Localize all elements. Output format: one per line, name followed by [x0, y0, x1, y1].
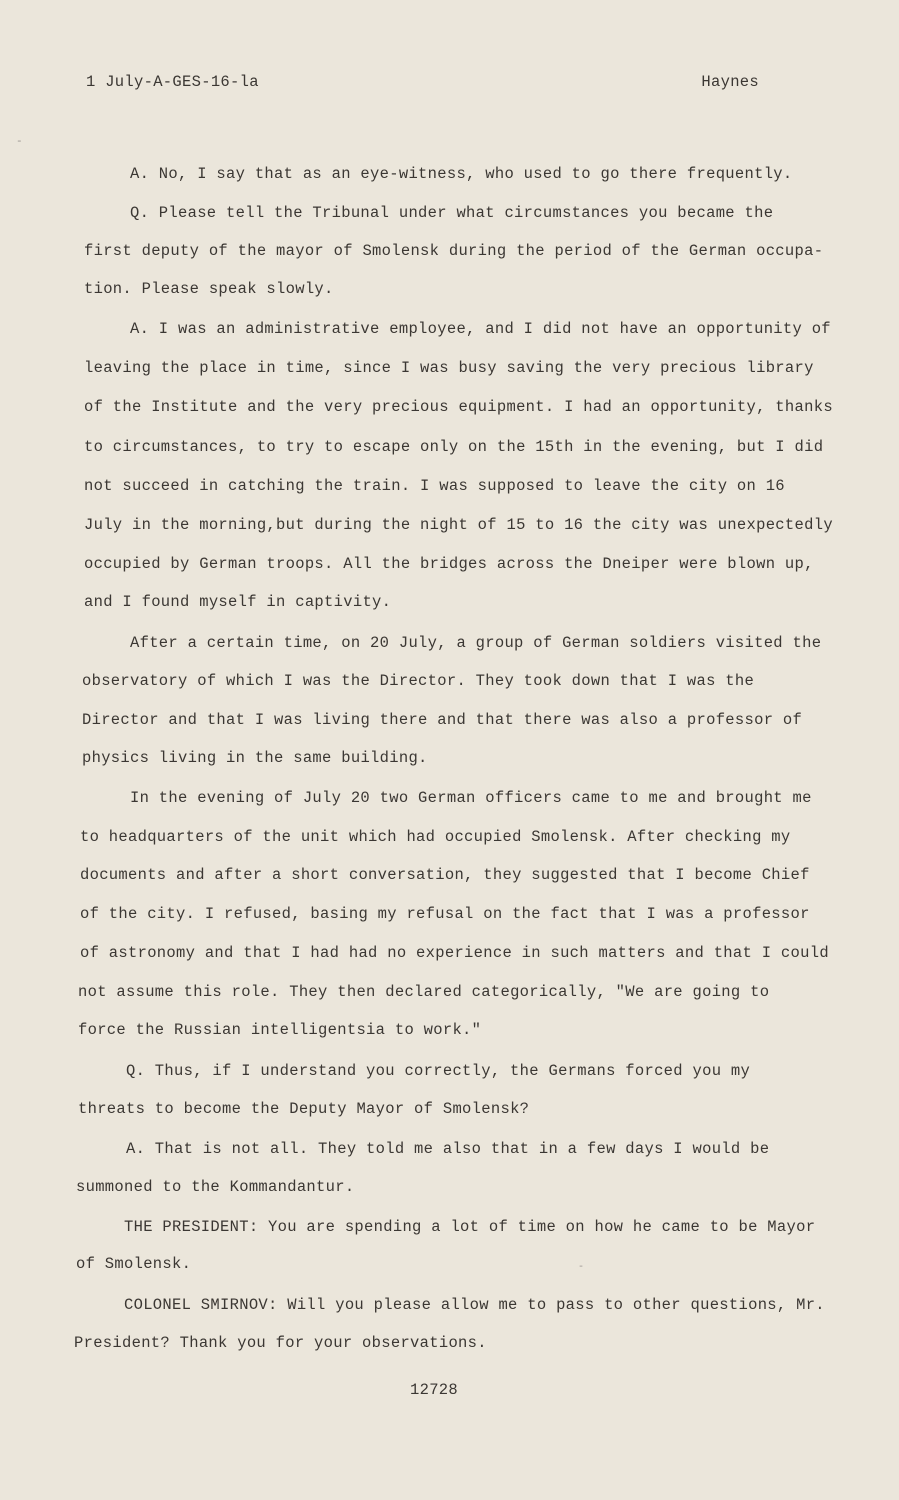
text-line: Q. Thus, if I understand you correctly, the Germans forced you my	[126, 1062, 751, 1080]
text-line: Director and that I was living there and that there was also a professor of	[82, 711, 803, 729]
text-line: not succeed in catching the train. I was supposed to leave the city on 16	[84, 477, 785, 495]
text-line: COLONEL SMIRNOV: Will you please allow me to pass to other questions, Mr.	[124, 1296, 825, 1314]
text-line: physics living in the same building.	[82, 749, 428, 767]
text-line: first deputy of the mayor of Smolensk during the period of the German occupa-	[84, 242, 824, 260]
text-line: and I found myself in captivity.	[84, 593, 392, 611]
header-reference: 1 July-A-GES-16-la	[86, 73, 259, 91]
text-line: force the Russian intelligentsia to work."	[78, 1021, 482, 1039]
text-line: documents and after a short conversation, they suggested that I become Chief	[80, 866, 810, 884]
text-line: of the Institute and the very precious equipment. I had an opportunity, thanks	[84, 398, 833, 416]
page-number: 12728	[410, 1381, 459, 1399]
text-line: of the city. I refused, basing my refusal on the fact that I was a professor	[80, 905, 810, 923]
text-line: Q. Please tell the Tribunal under what circumstances you became the	[130, 204, 774, 222]
text-line: summoned to the Kommandantur.	[76, 1178, 355, 1196]
text-line: A. No, I say that as an eye-witness, who used to go there frequently.	[130, 165, 793, 183]
text-line: After a certain time, on 20 July, a group of German soldiers visited the	[130, 634, 822, 652]
text-line: THE PRESIDENT: You are spending a lot of time on how he came to be Mayor	[124, 1218, 816, 1236]
header-name: Haynes	[701, 73, 759, 91]
text-line: tion. Please speak slowly.	[84, 280, 334, 298]
text-line: President? Thank you for your observations.	[74, 1334, 487, 1352]
text-line: threats to become the Deputy Mayor of Smolensk?	[78, 1100, 530, 1118]
text-line: of Smolensk.	[76, 1255, 192, 1273]
text-line: occupied by German troops. All the bridges across the Dneiper were blown up,	[84, 555, 814, 573]
margin-tick: -	[16, 136, 23, 148]
text-line: not assume this role. They then declared categorically, "We are going to	[78, 983, 770, 1001]
page-header	[86, 73, 759, 95]
text-line: In the evening of July 20 two German officers came to me and brought me	[130, 789, 812, 807]
text-line: observatory of which I was the Director. They took down that I was the	[82, 672, 755, 690]
margin-tick: -	[578, 1262, 585, 1273]
text-line: to circumstances, to try to escape only on the 15th in the evening, but I did	[84, 438, 824, 456]
text-line: A. I was an administrative employee, and I did not have an opportunity of	[130, 320, 831, 338]
text-line: A. That is not all. They told me also that in a few days I would be	[126, 1140, 770, 1158]
text-line: of astronomy and that I had had no experience in such matters and that I could	[80, 944, 829, 962]
text-line: July in the morning,but during the night of 15 to 16 the city was unexpectedly	[84, 516, 833, 534]
text-line: leaving the place in time, since I was busy saving the very precious library	[84, 359, 814, 377]
text-line: to headquarters of the unit which had occupied Smolensk. After checking my	[80, 828, 791, 846]
